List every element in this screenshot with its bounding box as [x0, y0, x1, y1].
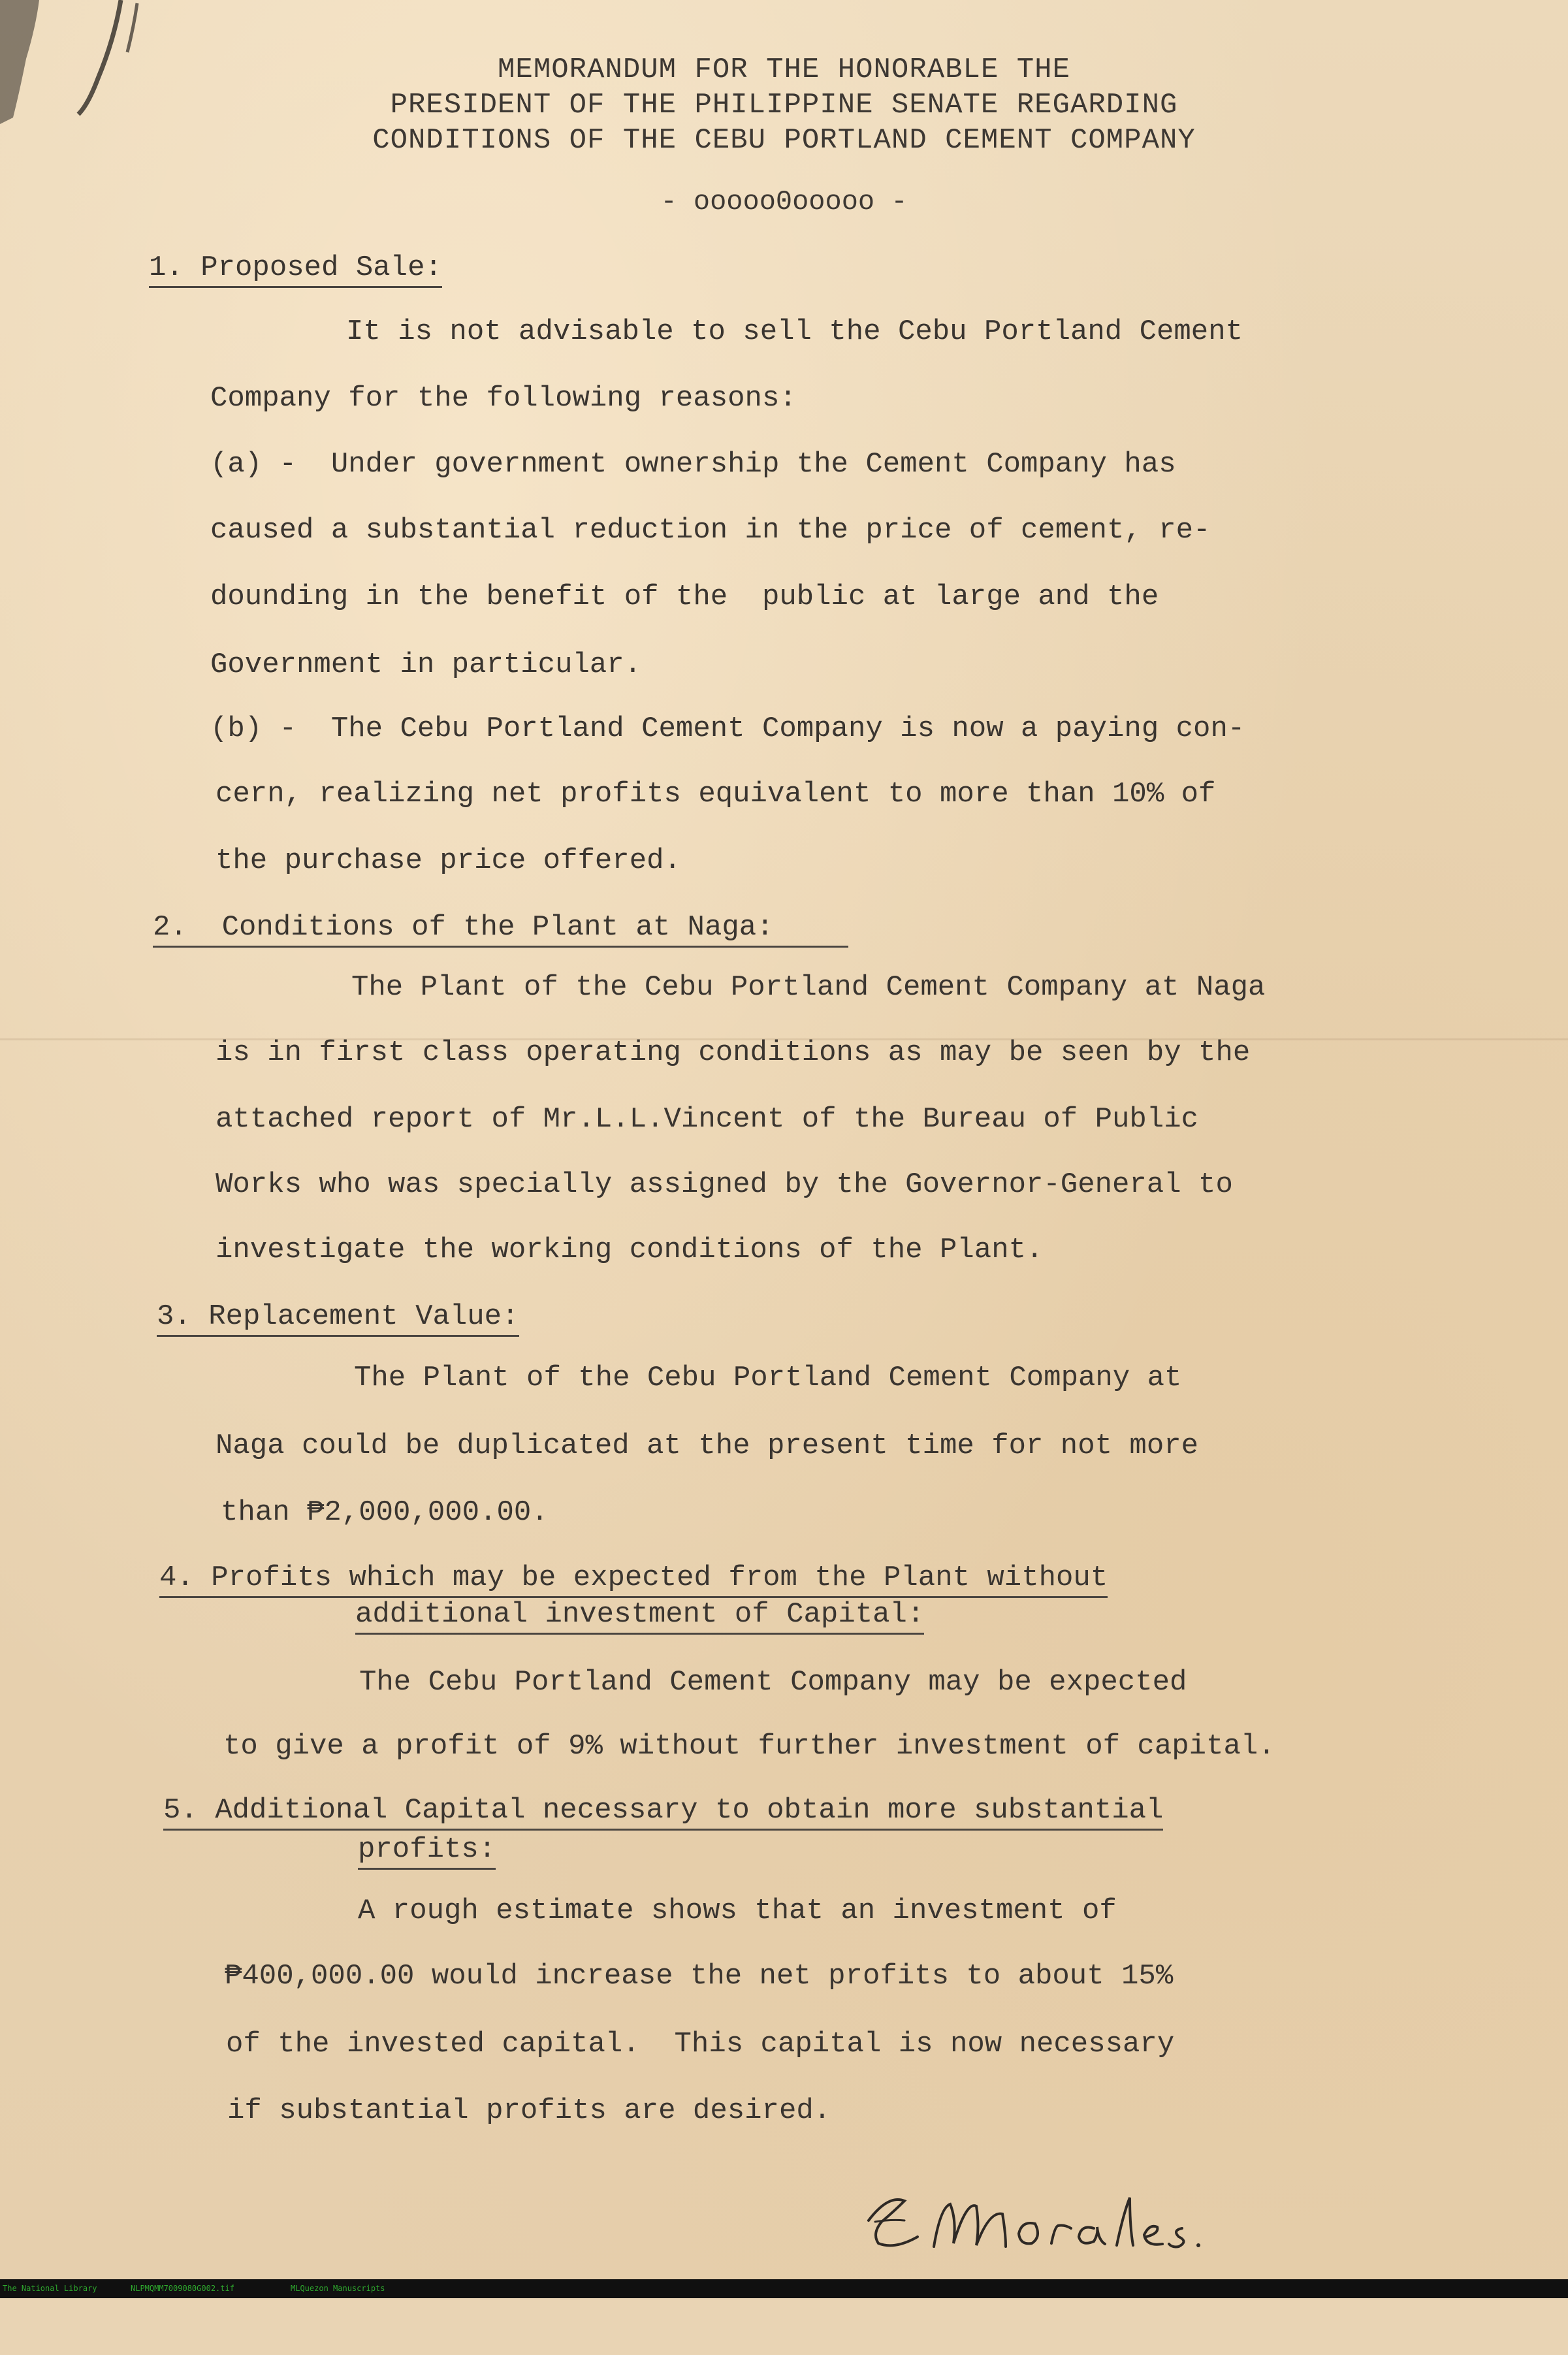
- section-5-heading: 5. Additional Capital necessary to obtain more substantial: [163, 1793, 1163, 1831]
- section-1-line: caused a substantial reduction in the price of cement, re-: [210, 514, 1211, 547]
- section-4-heading: 4. Profits which may be expected from the Plant without: [159, 1561, 1108, 1598]
- section-5-line: A rough estimate shows that an investment of: [358, 1895, 1117, 1927]
- section-5-line: ₱400,000.00 would increase the net profits to about 15%: [225, 1960, 1174, 1993]
- title-line-2: PRESIDENT OF THE PHILIPPINE SENATE REGARDING: [390, 89, 1178, 121]
- section-1-line: (a) - Under government ownership the Cement Company has: [210, 448, 1176, 481]
- memorandum-title: [0, 52, 1568, 158]
- section-1-line: dounding in the benefit of the public at large and the: [210, 581, 1159, 613]
- section-2-line: attached report of Mr.L.L.Vincent of the Bureau of Public: [216, 1103, 1199, 1136]
- section-3-line: The Plant of the Cebu Portland Cement Company at: [354, 1362, 1182, 1394]
- section-1-line: cern, realizing net profits equivalent to more than 10% of: [216, 778, 1216, 810]
- section-4-line: The Cebu Portland Cement Company may be expected: [359, 1666, 1187, 1699]
- section-2-line: The Plant of the Cebu Portland Cement Company at Naga: [351, 971, 1266, 1004]
- footer-collection: MLQuezon Manuscripts: [291, 2284, 385, 2293]
- section-2-heading: 2. Conditions of the Plant at Naga:: [153, 910, 848, 948]
- section-1-line: the purchase price offered.: [216, 844, 681, 877]
- section-4-line: to give a profit of 9% without further investment of capital.: [223, 1730, 1275, 1763]
- section-5-line: of the invested capital. This capital is now necessary: [226, 2028, 1175, 2060]
- section-1-line: Company for the following reasons:: [210, 382, 797, 415]
- footer-filename: NLPMQMM7009080G002.tif: [131, 2284, 234, 2293]
- handwritten-signature: [842, 2181, 1247, 2266]
- section-4-heading-continued: additional investment of Capital:: [355, 1597, 924, 1635]
- section-2-line: is in first class operating conditions as may be seen by the: [216, 1036, 1251, 1069]
- section-2-line: Works who was specially assigned by the Governor-General to: [216, 1168, 1233, 1201]
- section-2-line: investigate the working conditions of the Plant.: [216, 1234, 1044, 1266]
- section-5-heading-continued: profits:: [358, 1833, 496, 1870]
- section-3-heading: 3. Replacement Value:: [157, 1300, 519, 1337]
- section-1-line: (b) - The Cebu Portland Cement Company is now a paying con-: [210, 713, 1245, 745]
- title-separator: - ooooo0ooooo -: [660, 186, 908, 217]
- section-1-line: It is not advisable to sell the Cebu Portland Cement: [346, 315, 1243, 348]
- title-line-1: MEMORANDUM FOR THE HONORABLE THE: [498, 54, 1070, 86]
- archive-footer: [0, 2279, 1568, 2298]
- section-1-heading: 1. Proposed Sale:: [149, 251, 442, 288]
- section-1-line: Government in particular.: [210, 649, 642, 681]
- section-3-line: Naga could be duplicated at the present time for not more: [216, 1430, 1199, 1462]
- title-line-3: CONDITIONS OF THE CEBU PORTLAND CEMENT COMPANY: [372, 124, 1196, 157]
- section-5-line: if substantial profits are desired.: [227, 2094, 831, 2127]
- section-3-line: than ₱2,000,000.00.: [221, 1496, 549, 1529]
- footer-source: The National Library: [3, 2284, 97, 2293]
